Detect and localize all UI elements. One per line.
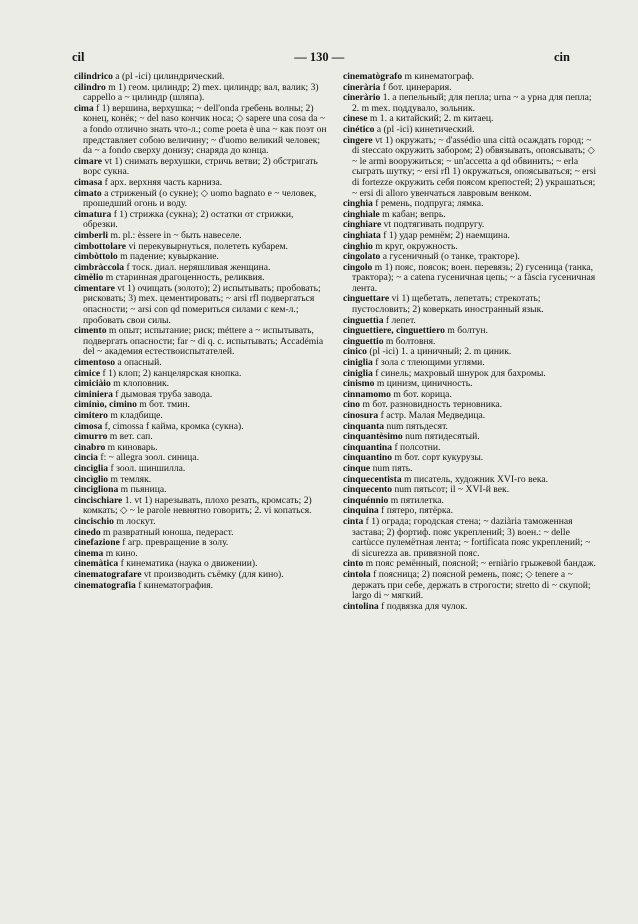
- dictionary-entry: [343, 93, 598, 114]
- entry-headword: ciminìo, cimino: [74, 399, 137, 411]
- entry-definition: vt 1) окружать; ~ d'assédio una città осаждать город; ~ di steccato окружить забором; 2) обвязывать, опоясывать; ◇ ~ le armi вооружиться; ~ un'accetta a qd обвинить; ~ erla сыграть шутку; ~ ersi rfl 1) окружаться, опоясываться; ~ ersi di fortezze окружить себя поясом крепостей; 2) украшаться; ~ ersi di alloro увенчаться лавровым венком.: [352, 134, 597, 199]
- dictionary-entry: [74, 326, 329, 358]
- entry-headword: ciniglia: [343, 357, 373, 369]
- dictionary-entry: [343, 570, 598, 602]
- entry-definition: vi перекувырнуться, полететь кубарем.: [126, 240, 288, 252]
- entry-definition: m кинематограф.: [402, 72, 475, 82]
- entry-headword: cingolato: [343, 251, 381, 263]
- entry-headword: cinefazione: [74, 537, 120, 549]
- entry-headword: cima: [74, 102, 94, 114]
- entry-definition: a опасный.: [115, 357, 162, 369]
- entry-definition: m старинная драгоценность, реликвия.: [103, 272, 265, 284]
- entry-headword: cinquanta: [343, 420, 385, 432]
- entry-headword: cimentare: [74, 282, 115, 294]
- header-right-guide-word: cin: [554, 50, 570, 64]
- entry-definition: vt 1) снимать верхушки, стричь ветви; 2) обстригать ворс сукна.: [83, 155, 318, 178]
- entry-definition: m бот. сорт кукурузы.: [392, 452, 484, 464]
- entry-headword: cintolina: [343, 600, 379, 612]
- entry-headword: cincìglio: [74, 473, 109, 485]
- entry-headword: cinico: [343, 346, 367, 358]
- entry-definition: num пятидесятый.: [402, 431, 480, 443]
- entry-headword: cilindrico: [74, 72, 113, 82]
- entry-definition: m болтун.: [444, 325, 488, 337]
- entry-definition: m пояс ремённый, поясной; ~ erniàrio грыжевой бандаж.: [363, 558, 596, 570]
- dictionary-entry: [74, 157, 329, 178]
- entry-headword: cincischio: [74, 515, 114, 527]
- dictionary-columns: [74, 72, 598, 612]
- entry-definition: m кабан; вепрь.: [379, 208, 446, 220]
- entry-definition: a гусеничный (о танке, тракторе).: [380, 251, 520, 263]
- entry-headword: cinquantina: [343, 441, 393, 453]
- entry-definition: f 1) вершина, верхушка; ~ dell'onda гребень волны; 2) конец, конёк; ~ del naso кончик носа; ◇ sapere una cosa da ~ a fondo отлично знать что-л.; come poeta è una ~ как поэт он представляет собою величину; ~ d'uomo великий человек; da ~ a fondo сверху донизу; снаряда до конца.: [83, 102, 327, 157]
- entry-headword: cincigliona: [74, 484, 119, 496]
- entry-definition: m вет. сап.: [107, 431, 153, 443]
- entry-headword: cimare: [74, 155, 103, 167]
- header-left-guide-word: cil: [72, 50, 85, 64]
- entry-definition: m 1) пояс, поясок; воен. перевязь; 2) гусеница (танка, трактора); ~ a catena гусеничная цепь; ~ a fàscia гусеничная лента.: [352, 261, 596, 294]
- entry-headword: cimice: [74, 367, 101, 379]
- entry-headword: cinquantèsimo: [343, 431, 403, 443]
- entry-headword: cinismo: [343, 378, 375, 390]
- entry-definition: f, cimossa f кайма, кромка (сукна).: [102, 420, 244, 432]
- dictionary-entry: [343, 602, 598, 613]
- entry-headword: cinque: [343, 462, 371, 474]
- entry-headword: cinguettìa: [343, 314, 384, 326]
- entry-headword: cimbòttolo: [74, 251, 118, 263]
- entry-headword: cimberli: [74, 229, 109, 241]
- entry-headword: cinciglia: [74, 462, 109, 474]
- entry-definition: m. pl.: èssere in ~ быть навеселе.: [108, 229, 242, 241]
- entry-headword: cinguettare: [343, 293, 390, 305]
- entry-definition: m 1) геом. цилиндр; 2) mex. цилиндр; вал, валик; 3) cappello a ~ цилиндр (шляпа).: [83, 81, 319, 104]
- entry-headword: cilindro: [74, 81, 106, 93]
- entry-definition: f тоск. диал. неряшливая женщина.: [124, 261, 271, 273]
- entry-definition: m болтовня.: [383, 335, 436, 347]
- entry-headword: cino: [343, 399, 361, 411]
- entry-headword: cimurro: [74, 431, 108, 443]
- entry-headword: cinghio: [343, 240, 373, 252]
- entry-definition: m развратный юноша, педераст.: [100, 526, 234, 538]
- entry-definition: f зоол. шиншилла.: [108, 462, 186, 474]
- dictionary-entry: [343, 294, 598, 315]
- entry-headword: cimasa: [74, 176, 103, 188]
- entry-headword: cinquantino: [343, 452, 393, 464]
- entry-headword: cinedo: [74, 526, 101, 538]
- entry-headword: cimentoso: [74, 357, 116, 369]
- entry-definition: vt 1) очищать (золото); 2) испытывать; пробовать; рисковать; 3) mex. цементировать; ~ arsi rfl подвергаться опасности; ~ arsi con qd помериться силами с кем-л.; пробовать свои силы.: [83, 282, 321, 326]
- entry-definition: f лепет.: [383, 314, 416, 326]
- entry-definition: f полсотни.: [392, 441, 441, 453]
- entry-definition: a (pl -ici) кинетический.: [374, 123, 475, 135]
- entry-headword: cinta: [343, 515, 364, 527]
- entry-definition: m лоскут.: [113, 515, 156, 527]
- entry-definition: num пятьсот; il ~ XVI-й век.: [392, 484, 510, 496]
- entry-definition: vt производить съёмку (для кино).: [141, 568, 284, 580]
- entry-definition: m писатель, художник XVI-го века.: [401, 473, 549, 485]
- entry-definition: f ремень, подпруга; лямка.: [372, 198, 484, 210]
- entry-definition: vi 1) щебетать, лепетать; стрекотать; пустословить; 2) коверкать иностранный язык.: [352, 293, 544, 316]
- entry-headword: cingolo: [343, 261, 373, 273]
- dictionary-entry: [74, 581, 329, 592]
- entry-definition: m круг, окружность.: [372, 240, 458, 252]
- page-number: — 130 —: [294, 50, 345, 64]
- entry-definition: 1. a пепельный; для пепла; urna ~ a урна для пепла; 2. m mex. поддувало, зольник.: [352, 92, 592, 114]
- entry-headword: cincischiare: [74, 494, 123, 506]
- entry-definition: a (pl -ici) цилиндрический.: [112, 72, 225, 82]
- entry-definition: f 1) стрижка (сукна); 2) остатки от стрижки, обрезки.: [83, 208, 294, 231]
- entry-definition: m 1. a китайский; 2. m китаец.: [367, 113, 494, 125]
- entry-definition: m клоповник.: [110, 378, 170, 390]
- dictionary-entry: [74, 210, 329, 231]
- entry-definition: m пятилетка.: [388, 494, 444, 506]
- entry-headword: cincia: [74, 452, 98, 464]
- entry-definition: m бот. разновидность терновника.: [360, 399, 503, 411]
- page-header: [72, 50, 570, 65]
- entry-definition: m бот. тмин.: [136, 399, 190, 411]
- entry-definition: f астр. Малая Медведица.: [378, 410, 486, 421]
- entry-definition: vt подтягивать подпругу.: [381, 219, 485, 231]
- entry-headword: ciminiera: [74, 388, 113, 400]
- entry-definition: m кино.: [103, 547, 138, 559]
- entry-headword: cinnamomo: [343, 388, 391, 400]
- entry-definition: m кладбище.: [107, 410, 163, 421]
- entry-headword: cimèlio: [74, 272, 104, 284]
- entry-headword: cinematografare: [74, 568, 142, 580]
- entry-definition: f подвязка для чулок.: [378, 600, 468, 612]
- entry-definition: m цинизм, циничность.: [374, 378, 473, 390]
- entry-definition: f 1) ограда; городская стена; ~ daziària таможенная застава; 2) фортиф. пояс укреплений; 3) воен.: ~ delle cartùcce пулемётная лента; ~ fortificata пояс укреплений; ~ di sicurezza ав. привязной пояс.: [352, 515, 591, 559]
- entry-definition: (pl -ici) 1. a циничный; 2. m циник.: [366, 346, 512, 358]
- entry-headword: cimatura: [74, 208, 112, 220]
- right-column: [343, 72, 598, 612]
- entry-definition: f: ~ allegra зоол. синица.: [97, 452, 199, 464]
- entry-headword: cinerària: [343, 81, 381, 93]
- entry-definition: m опыт; испытание; риск; méttere a ~ испытывать, подвергать опасности; far ~ di q. с. испытывать; Accadémia del ~ академия естествоиспытателей.: [83, 325, 324, 358]
- entry-headword: cinema: [74, 547, 104, 559]
- entry-headword: cimato: [74, 187, 102, 199]
- entry-headword: cineràrio: [343, 92, 381, 104]
- entry-headword: ciniglia: [343, 367, 373, 379]
- entry-headword: cinguettiere, cinguettiero: [343, 325, 445, 337]
- entry-definition: f 1) удар ремнём; 2) наемщина.: [380, 229, 510, 241]
- entry-headword: cimosa: [74, 420, 103, 432]
- entry-definition: m темляк.: [108, 473, 152, 485]
- entry-headword: cinquénnio: [343, 494, 389, 506]
- entry-headword: cinguettio: [343, 335, 384, 347]
- entry-definition: f агр. превращение в золу.: [119, 537, 229, 549]
- entry-headword: cinosura: [343, 410, 379, 421]
- entry-definition: f 1) клоп; 2) канцелярская кнопка.: [100, 367, 242, 379]
- entry-headword: cimbràccola: [74, 261, 125, 273]
- entry-headword: cimbottolare: [74, 240, 127, 252]
- dictionary-entry: [74, 284, 329, 326]
- dictionary-entry: [74, 83, 329, 104]
- entry-definition: m падение; кувыркание.: [117, 251, 219, 263]
- entry-headword: cinquina: [343, 505, 379, 517]
- entry-headword: cimento: [74, 325, 107, 337]
- entry-definition: f дымовая труба завода.: [112, 388, 213, 400]
- entry-definition: f кинематика (наука о движении).: [118, 558, 258, 570]
- entry-headword: cinquecentista: [343, 473, 402, 485]
- entry-headword: cinquecento: [343, 484, 393, 496]
- entry-headword: cinghiata: [343, 229, 381, 241]
- dictionary-entry: [343, 263, 598, 295]
- dictionary-entry: [343, 517, 598, 559]
- left-column: [74, 72, 329, 612]
- entry-headword: cinabro: [74, 441, 106, 453]
- entry-headword: cinghia: [343, 198, 373, 210]
- entry-headword: cinese: [343, 113, 368, 125]
- entry-definition: f кинематография.: [135, 579, 214, 591]
- entry-headword: cintola: [343, 568, 371, 580]
- entry-definition: m бот. корица.: [390, 388, 452, 400]
- entry-headword: cinghiare: [343, 219, 382, 231]
- entry-definition: f синель; махровый шнурок для бахромы.: [372, 367, 546, 379]
- entry-definition: num пять.: [370, 462, 413, 474]
- entry-definition: m пьяница.: [118, 484, 167, 496]
- dictionary-entry: [343, 136, 598, 200]
- entry-headword: cinematògrafo: [343, 72, 403, 82]
- entry-definition: num пятьдесят.: [384, 420, 448, 432]
- dictionary-entry: [74, 189, 329, 210]
- entry-headword: cìngere: [343, 134, 373, 146]
- entry-headword: cinemàtica: [74, 558, 119, 570]
- entry-definition: f бот. цинерария.: [380, 81, 452, 93]
- entry-definition: f поясница; 2) поясной ремень, пояс; ◇ tenere a ~ держать при себе, держать в строгости; stretto di ~ скупой; largo di ~ мягкий.: [352, 568, 591, 602]
- entry-definition: f арх. верхняя часть карниза.: [102, 176, 223, 188]
- entry-headword: cinghiale: [343, 208, 380, 220]
- dictionary-entry: [74, 104, 329, 157]
- entry-definition: a стриженый (о сукне); ◇ uomo bagnato e ~ человек, прошедший огонь и воду.: [83, 187, 317, 210]
- entry-headword: cinético: [343, 123, 375, 135]
- entry-headword: cimiciàio: [74, 378, 111, 390]
- entry-definition: f зола с тлеющими углями.: [372, 357, 485, 369]
- entry-definition: 1. vt 1) нарезывать, плохо резать, кромсать; 2) комкать; ◇ ~ le parole невнятно говорить; 2. vi копаться.: [83, 494, 312, 517]
- entry-headword: cinematografia: [74, 579, 136, 591]
- entry-definition: m киноварь.: [105, 441, 158, 453]
- entry-headword: cinto: [343, 558, 364, 570]
- entry-definition: f пятеро, пятёрка.: [378, 505, 454, 517]
- entry-headword: cimitero: [74, 410, 108, 421]
- dictionary-entry: [74, 496, 329, 517]
